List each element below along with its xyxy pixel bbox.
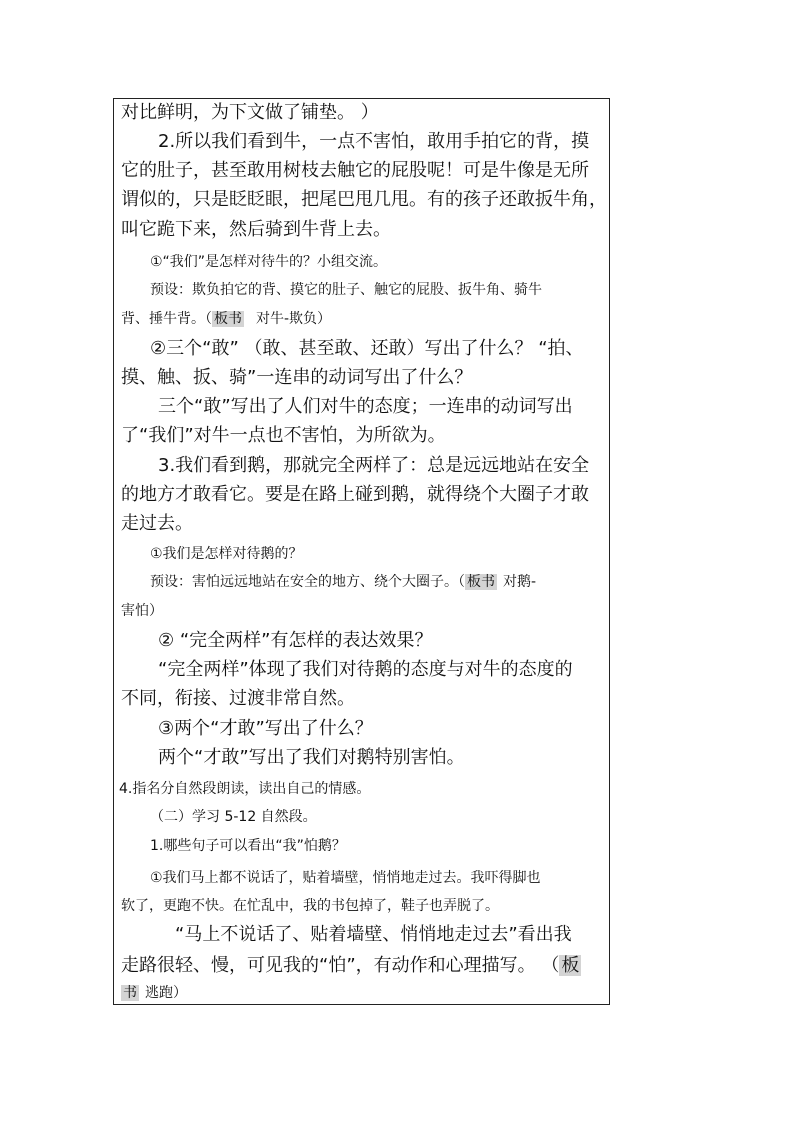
text-line: 叫它跪下来，然后骑到牛背上去。: [121, 219, 391, 240]
text-line: “马上不说话了、贴着墙壁、悄悄地走过去”看出我: [175, 924, 572, 945]
blackboard-label: 书: [123, 985, 137, 1001]
text-line: 三个“敢”写出了人们对牛的态度；一连串的动词写出: [158, 396, 573, 417]
blackboard-label: 板书: [467, 574, 495, 590]
text-line: 的地方才敢看它。要是在路上碰到鹅，就得绕个大圈子才敢: [121, 484, 589, 505]
text-line: 两个“才敢”写出了我们对鹅特别害怕。: [158, 747, 465, 768]
text-line: 摸、触、扳、骑”一连串的动词写出了什么？: [121, 367, 473, 388]
text-line: ①“我们”是怎样对待牛的？小组交流。: [150, 254, 388, 270]
text-line: 谓似的，只是眨眨眼，把尾巴甩几甩。有的孩子还敢扳牛角，: [121, 189, 607, 210]
text-line: 3.我们看到鹅，那就完全两样了：总是远远地站在安全: [158, 455, 590, 476]
blackboard-label: 板书: [214, 311, 242, 327]
text-line: 了“我们”对牛一点也不害怕，为所欲为。: [121, 425, 446, 446]
text-line: 预设：欺负拍它的背、摸它的肚子、触它的屁股、扳牛角、骑牛: [150, 282, 542, 298]
text-segment: 逃跑）: [145, 985, 187, 1001]
text-line: 1.哪些句子可以看出“我”怕鹅？: [150, 838, 346, 854]
blackboard-label: 板: [561, 955, 580, 976]
text-line: ③两个“才敢”写出了什么？: [158, 718, 373, 739]
text-line: ② “完全两样”有怎样的表达效果？: [158, 630, 433, 651]
text-line: 2.所以我们看到牛，一点不害怕，敢用手拍它的背，摸: [158, 131, 590, 152]
text-line: [121, 957, 581, 975]
text-line: [121, 986, 187, 1000]
text-line: “完全两样”体现了我们对待鹅的态度与对牛的态度的: [158, 659, 573, 680]
text-segment: 走路很轻、慢，可见我的“怕”，有动作和心理描写。 （: [121, 955, 560, 976]
text-segment: 对牛-欺负）: [256, 311, 332, 327]
text-line: [121, 312, 331, 326]
text-line: ①我们马上都不说话了，贴着墙壁，悄悄地走过去。我吓得脚也: [150, 870, 541, 886]
text-line: 走过去。: [121, 513, 193, 534]
text-line: ①我们是怎样对待鹅的？: [150, 546, 303, 562]
text-line: （二）学习 5-12 自然段。: [150, 809, 317, 825]
text-segment: 背、捶牛背。（: [121, 311, 212, 327]
text-line: 对比鲜明，为下文做了铺垫。 ）: [121, 102, 379, 123]
text-line: 害怕）: [121, 603, 163, 619]
text-line: ②三个“敢” （敢、甚至敢、还敢）写出了什么？ “拍、: [150, 338, 584, 359]
text-line: 它的肚子，甚至敢用树枝去触它的屁股呢！可是牛像是无所: [121, 160, 589, 181]
text-segment: 对鹅-: [503, 574, 537, 590]
text-line: 不同，衔接、过渡非常自然。: [121, 688, 355, 709]
text-line: 软了，更跑不快。在忙乱中，我的书包掉了，鞋子也弄脱了。: [121, 898, 499, 914]
text-segment: 预设：害怕远远地站在安全的地方、绕个大圈子。（: [150, 574, 465, 590]
text-line: 4.指名分自然段朗读，读出自己的情感。: [119, 781, 371, 797]
text-line: [150, 575, 536, 589]
